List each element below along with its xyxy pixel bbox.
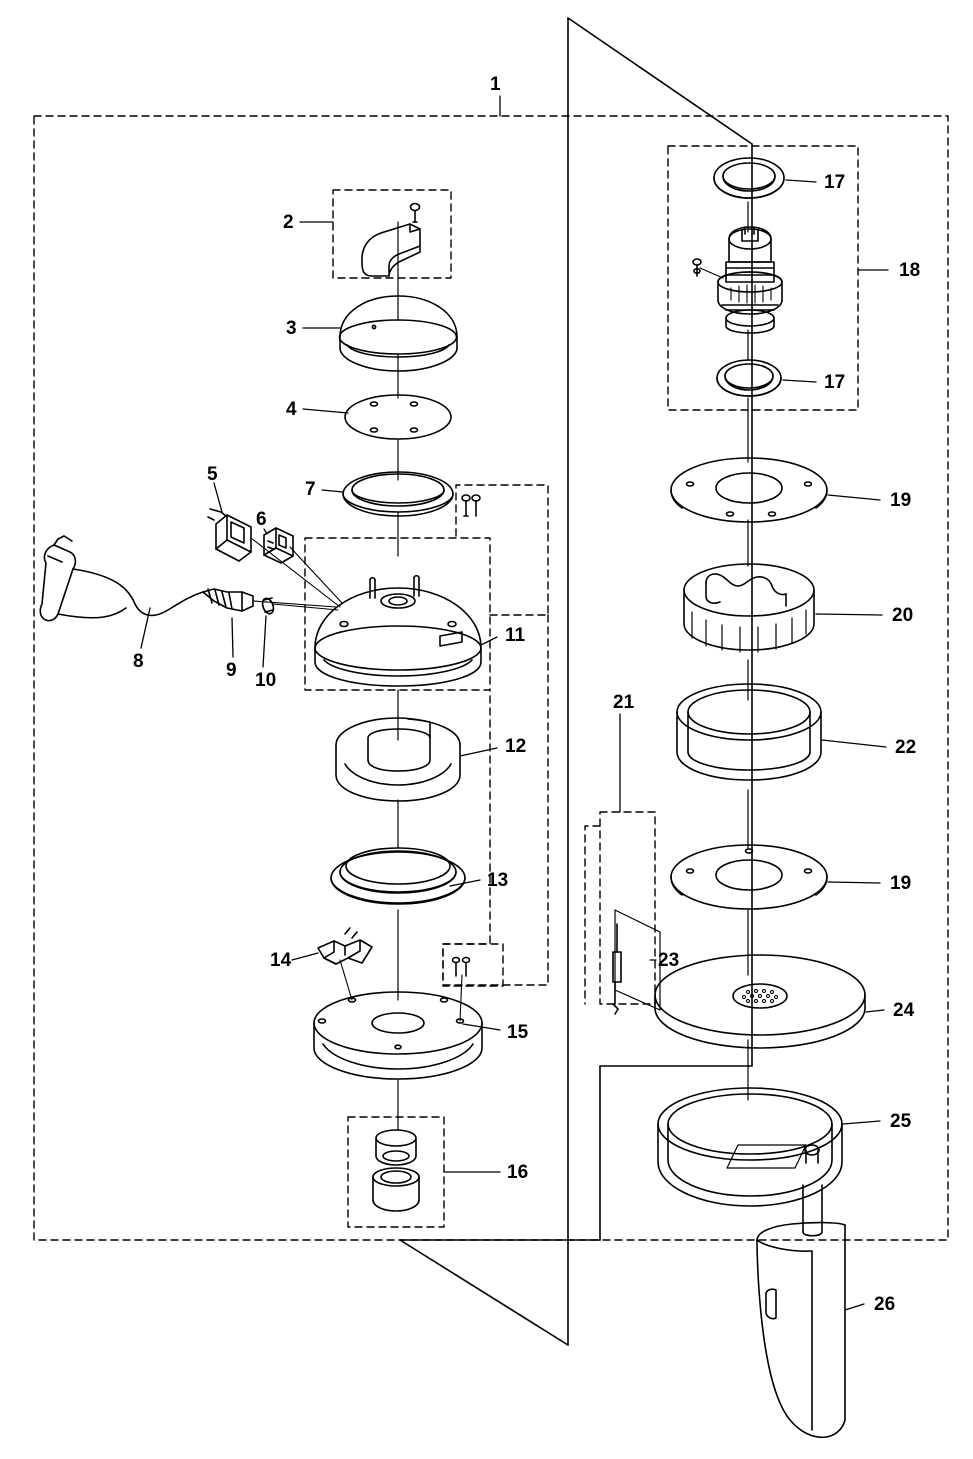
group-box-15-screws	[443, 944, 503, 986]
part-22-spacer-ring	[677, 684, 821, 780]
part-19-mount-disc-lower	[671, 845, 827, 909]
callout-21: 21	[613, 692, 635, 713]
part-6-connector-block	[264, 528, 293, 563]
callout-15: 15	[507, 1022, 529, 1043]
part-18-motor-assembly	[693, 227, 782, 333]
assembly-axis-lines	[398, 202, 748, 1130]
group-box-2	[333, 190, 451, 278]
callout-18: 18	[899, 260, 921, 281]
group-box-15-outer	[443, 615, 548, 985]
callout-leaders	[141, 96, 888, 1310]
part-2-handle	[362, 204, 420, 277]
callout-26: 26	[874, 1294, 896, 1315]
group-box-21-tail	[585, 826, 600, 1004]
callout-3: 3	[286, 318, 297, 339]
group-box-11	[305, 538, 490, 690]
callout-1: 1	[490, 74, 501, 95]
callout-8: 8	[133, 651, 144, 672]
group-box-1	[34, 116, 948, 1240]
callout-7: 7	[305, 479, 316, 500]
part-25-tank-bowl	[658, 1088, 842, 1206]
callout-24: 24	[893, 1000, 915, 1021]
part-14-terminal-bracket	[318, 928, 372, 964]
group-box-21	[600, 812, 655, 1004]
callout-23: 23	[658, 950, 680, 971]
part-20-motor-cradle	[684, 564, 814, 652]
part-13-seal-ring	[331, 848, 465, 904]
callout-10: 10	[255, 670, 277, 691]
part-23-float-rod	[613, 910, 660, 1014]
part-17-gasket-lower	[717, 360, 781, 396]
callout-17-upper: 17	[824, 172, 846, 193]
callout-25: 25	[890, 1111, 912, 1132]
part-10-spring-clip	[261, 597, 276, 615]
group-box-11-outer	[456, 485, 548, 615]
part-8-power-cord	[40, 536, 203, 621]
part-26-tank-shell	[757, 1185, 845, 1437]
callout-19-lower: 19	[890, 873, 912, 894]
part-24-filter-plate	[655, 955, 865, 1048]
part-15-screws	[453, 958, 470, 977]
perspective-frame	[400, 18, 752, 1345]
part-5-switch	[208, 509, 251, 561]
callout-16: 16	[507, 1162, 529, 1183]
callout-13: 13	[487, 870, 509, 891]
callout-17-lower: 17	[824, 372, 846, 393]
callout-22: 22	[895, 737, 917, 758]
callout-11: 11	[505, 625, 526, 646]
part-17-gasket-upper	[714, 158, 784, 198]
callout-6: 6	[256, 509, 267, 530]
callout-12: 12	[505, 736, 527, 757]
part-16-bushings	[373, 1130, 419, 1211]
callout-20: 20	[892, 605, 914, 626]
filter-mesh	[743, 990, 778, 1003]
part-4-mounting-plate	[345, 395, 451, 439]
callout-2: 2	[283, 212, 294, 233]
callout-14: 14	[270, 950, 292, 971]
callout-5: 5	[207, 464, 218, 485]
callout-19-upper: 19	[890, 490, 912, 511]
callout-9: 9	[226, 660, 237, 681]
callout-4: 4	[286, 399, 297, 420]
part-19-mount-disc-upper	[671, 458, 827, 522]
part-9-strain-relief	[203, 589, 253, 611]
part-11-screws	[462, 495, 480, 516]
